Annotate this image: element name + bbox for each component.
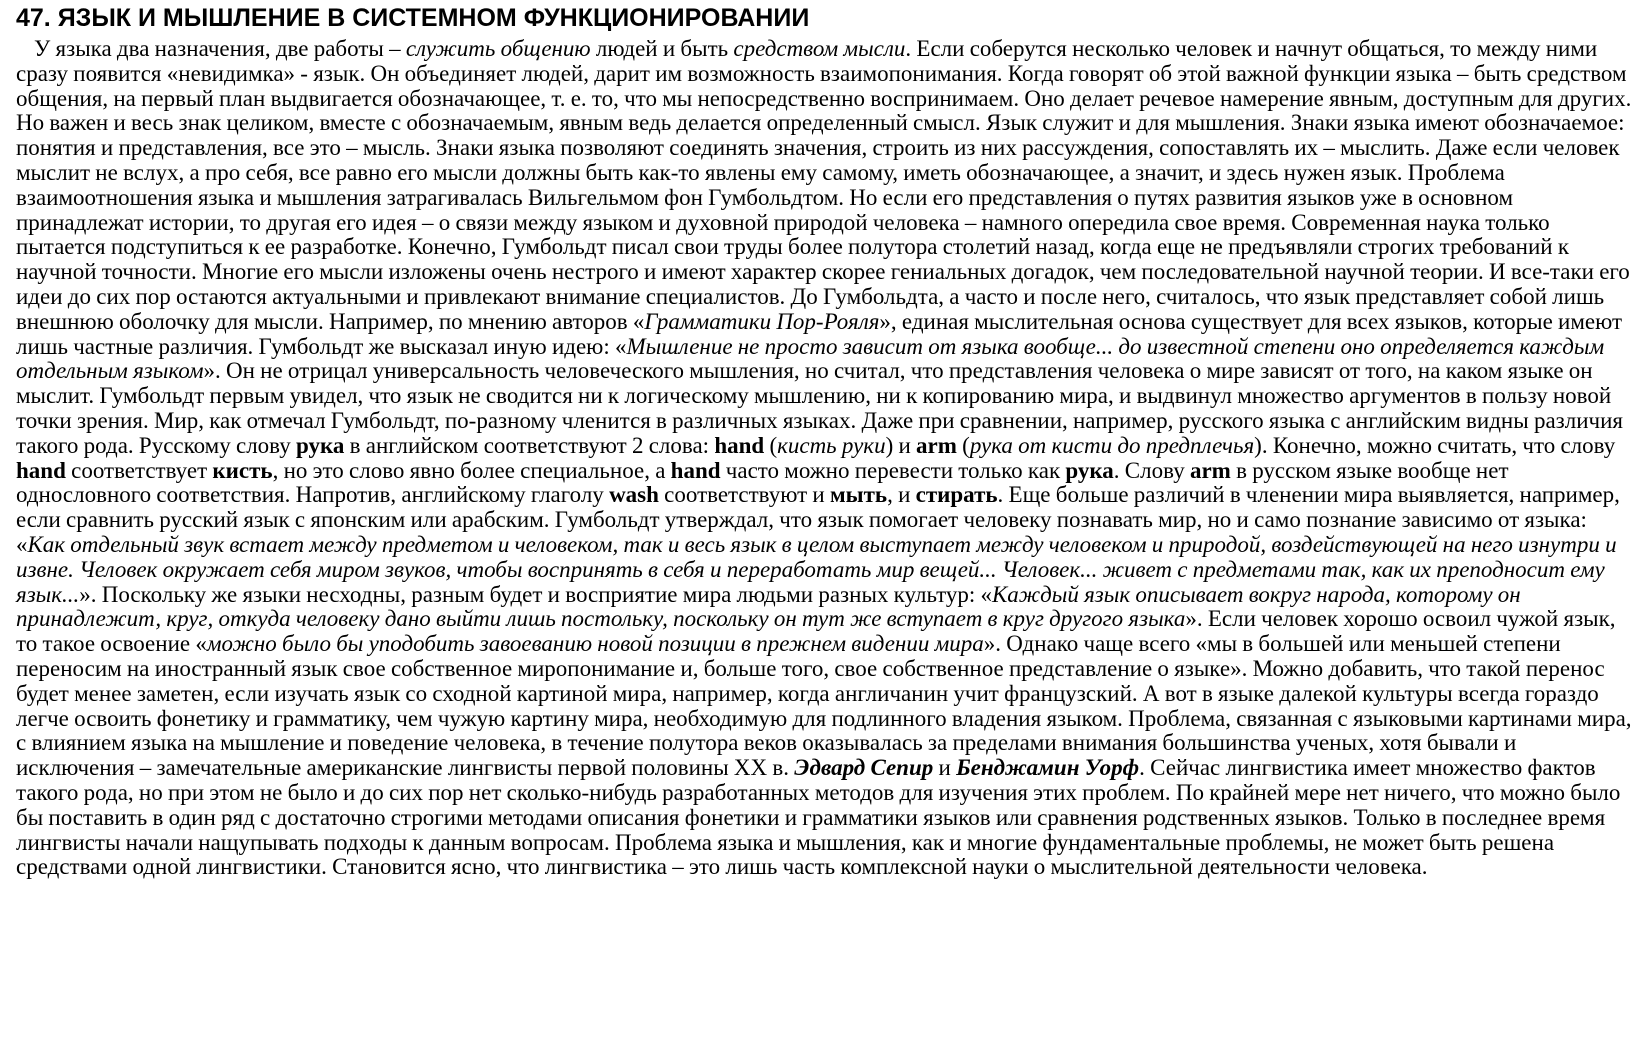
- bold-term: кисть: [212, 457, 273, 483]
- text-run: часто можно перевести только как: [720, 457, 1066, 483]
- text-run: соответствуют и: [658, 482, 830, 508]
- bold-term: wash: [609, 482, 659, 508]
- bold-term: стирать: [915, 482, 998, 508]
- text-run: . Слову: [1113, 457, 1190, 483]
- text-run: », единая мыслительная основа существует для всех языков, которые имеют лишь частные различия. Гумбольдт же высказал иную идею: «: [16, 308, 1623, 359]
- italic-run: можно было бы уподобить завоеванию новой позиции в прежнем видении мира: [206, 631, 984, 657]
- italic-run: рука от кисти до предплечья: [969, 432, 1255, 458]
- italic-run: средством мысли: [733, 36, 906, 61]
- italic-run: кисть руки: [777, 432, 886, 458]
- text-run: ). Конечно, можно считать, что слову: [1254, 432, 1616, 458]
- text-run: и: [933, 755, 957, 781]
- bold-term: рука: [296, 432, 345, 458]
- bold-term: hand: [16, 457, 66, 483]
- text-run: в русском языке вообще нет однословного соответствия. Напротив, английскому глаголу: [16, 457, 1509, 508]
- body-paragraph: [16, 37, 1636, 880]
- text-run: У языка два назначения, две работы –: [34, 36, 406, 61]
- bold-term: hand: [670, 457, 721, 483]
- italic-run: Как отдельный звук встает между предметом и человеком, так и весь язык в целом выступает между человеком и природой, воздействующей на него изнутри и извне. Человек окружает себя миром звуков, чтобы воспринять в себя и переработать мир вещей... Человек... живет с предметами так, как их преподносит ему язык...: [16, 531, 1617, 607]
- italic-run: Грамматики Пор-Рояля: [644, 308, 880, 334]
- document-title: 47. ЯЗЫК И МЫШЛЕНИЕ В СИСТЕМНОМ ФУНКЦИОНИРОВАНИИ: [16, 4, 810, 32]
- text-run: ». Однако чаще всего «мы в большей или меньшей степени переносим на иностранный язык свое собственное миропонимание и, больше того, свое собственное представление о языке». Можно добавить, что такой перенос будет менее заметен, если изучать язык со сходной картиной мира, например, когда англичанин учит французский. А вот в языке далекой культуры всегда гораздо легче освоить фонетику и грамматику, чем чужую картину мира, необходимую для подлинного владения языком. Проблема, связанная с языковыми картинами мира, с влиянием языка на мышление и поведение человека, в течение полутора веков оказывалась за пределами внимания большинства ученых, хотя бывали и исключения – замечательные американские лингвисты первой половины XX в.: [16, 631, 1632, 781]
- author-name: Эдвард Сепир: [794, 755, 934, 781]
- bold-term: arm: [1189, 457, 1231, 483]
- text-run: людей и быть: [590, 36, 734, 61]
- text-run: (: [956, 432, 970, 458]
- bold-term: arm: [916, 432, 957, 458]
- italic-run: Мышление не просто зависит от языка вообще... до известной степени оно определяется каждым отдельным языком: [16, 333, 1605, 384]
- bold-term: мыть: [829, 482, 888, 508]
- bold-term: рука: [1065, 457, 1114, 483]
- text-run: . Если соберутся несколько человек и начнут общаться, то между ними сразу появится «невидимка» - язык. Он объединяет людей, дарит им возможность взаимопонимания. Когда говорят об этой важной функции языка – быть средством общения, на первый план выдвигается обозначающее, т. е. то, что мы непосредственно воспринимаем. Оно делает речевое намерение явным, доступным для других. Но важен и весь знак целиком, вместе с обозначаемым, явным ведь делается определенный смысл. Язык служит и для мышления. Знаки языка имеют обозначаемое: понятия и представления, все это – мысль. Знаки языка позволяют соединять значения, строить из них рассуждения, сопоставлять их – мыслить. Даже если человек мыслит не вслух, а про себя, все равно его мысли должны быть как-то явлены ему самому, иметь обозначающее, а значит, и здесь нужен язык. Проблема взаимоотношения языка и мышления затрагивалась Вильгельмом фон Гумбольдтом. Но если его представления о путях развития языков уже в основном принадлежат истории, то другая его идея – о связи между языком и духовной природой человека – намного опередила свое время. Современная наука только пытается подступиться к ее разработке. Конечно, Гумбольдт писал свои труды более полутора столетий назад, когда еще не предъявляли строгих требований к научной точности. Многие его мысли изложены очень нестрого и имеют характер скорее гениальных догадок, чем последовательной научной теории. И все-таки его идеи до сих пор остаются актуальными и привлекают внимание специалистов. До Гумбольдта, а часто и после него, считалось, что язык представляет собой лишь внешнюю оболочку для мысли. Например, по мнению авторов «: [16, 36, 1632, 334]
- text-run: , и: [887, 482, 916, 508]
- text-run: ». Если человек хорошо освоил чужой язык, то такое освоение «: [16, 606, 1616, 657]
- text-run: ) и: [885, 432, 917, 458]
- text-run: , но это слово явно более специальное, а: [272, 457, 671, 483]
- text-run: ». Поскольку же языки несходны, разным будет и восприятие мира людьми разных культур: «: [79, 581, 992, 607]
- italic-run: Каждый язык описывает вокруг народа, которому он принадлежит, круг, откуда человеку дано выйти лишь постольку, поскольку он тут же вступает в круг другого языка: [16, 581, 1521, 632]
- italic-run: служить общению: [405, 36, 591, 61]
- text-run: (: [764, 432, 778, 458]
- author-name: Бенджамин Уорф: [956, 755, 1140, 781]
- bold-term: hand: [714, 432, 765, 458]
- text-run: . Сейчас лингвистика имеет множество фактов такого рода, но при этом не было и до сих пор нет сколько-нибудь разработанных методов для изучения этих проблем. По крайней мере нет ничего, что можно было бы поставить в один ряд с достаточно строгими методами описания фонетики и грамматики языков или сравнения родственных языков. Только в последнее время лингвисты начали нащупывать подходы к данным вопросам. Проблема языка и мышления, как и многие фундаментальные проблемы, не может быть решена средствами одной лингвистики. Становится ясно, что лингвистика – это лишь часть комплексной науки о мыслительной деятельности человека.: [16, 755, 1621, 880]
- text-run: ». Он не отрицал универсальность человеческого мышления, но считал, что представления человека о мире зависят от того, на каком языке он мыслит. Гумбольдт первым увидел, что язык не сводится ни к логическому мышлению, ни к копированию мира, и выдвинул множество аргументов в пользу новой точки зрения. Мир, как отмечал Гумбольдт, по-разному членится в различных языках. Даже при сравнении, например, русского языка с английским видны различия такого рода. Русскому слову: [16, 358, 1623, 458]
- text-run: . Еще больше различий в членении мира выявляется, например, если сравнить русский язык с японским или арабским. Гумбольдт утверждал, что язык помогает человеку познавать мир, но и само познание зависимо от языка: «: [16, 482, 1620, 557]
- text-run: соответствует: [65, 457, 213, 483]
- text-run: в английском соответствуют 2 слова:: [344, 432, 715, 458]
